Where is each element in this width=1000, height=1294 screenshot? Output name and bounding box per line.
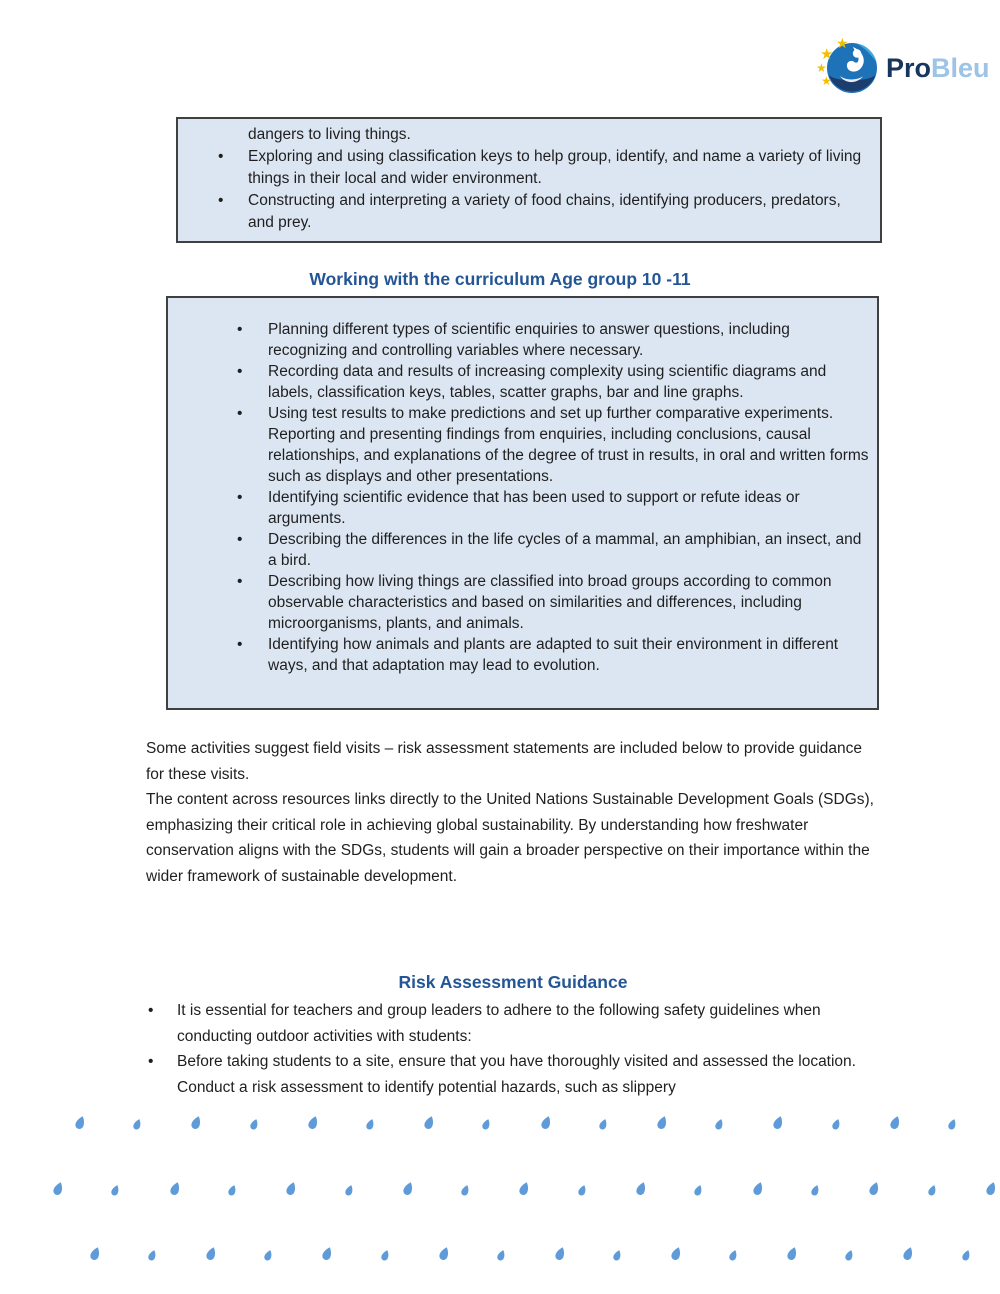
- water-droplet-icon: [694, 1185, 703, 1198]
- list-item-text: Exploring and using classification keys to help group, identify, and name a variety of living things in their local and wider environment.: [248, 148, 862, 187]
- water-droplet-icon: [366, 1119, 375, 1132]
- list-item-text: It is essential for teachers and group leaders to adhere to the following safety guidelines when conducting outdoor activities with students:: [177, 1002, 821, 1045]
- water-droplet-icon: [90, 1247, 101, 1263]
- water-droplet-icon: [613, 1250, 622, 1263]
- water-droplet-icon: [75, 1116, 86, 1132]
- list-item: [146, 998, 898, 1049]
- water-droplet-icon: [439, 1247, 450, 1263]
- bullet-glyph: •: [237, 321, 243, 338]
- water-droplet-icon: [845, 1250, 854, 1263]
- water-droplet-icon: [890, 1116, 901, 1132]
- water-droplet-icon: [671, 1247, 682, 1263]
- risk-bullet-list: [146, 998, 898, 1100]
- star-icon: ★: [836, 35, 849, 51]
- list-item: [178, 190, 880, 234]
- paragraph: Some activities suggest field visits – risk assessment statements are included below to provide guidance for these visits.: [146, 740, 862, 783]
- list-item: [168, 529, 877, 571]
- water-droplet-icon: [832, 1119, 841, 1132]
- list-item: [168, 403, 877, 487]
- water-droplet-icon: [170, 1182, 181, 1198]
- continuation-line: dangers to living things.: [248, 126, 411, 143]
- bullet-glyph: •: [237, 363, 243, 380]
- water-droplet-icon: [424, 1116, 435, 1132]
- list-item-text: Constructing and interpreting a variety of food chains, identifying producers, predators, and prey.: [248, 192, 841, 231]
- probleu-logo-mark: [816, 35, 878, 94]
- water-droplet-icon: [811, 1185, 820, 1198]
- water-droplet-icon: [148, 1250, 157, 1263]
- list-item-text: Recording data and results of increasing complexity using scientific diagrams and labels, classification keys, tables, scatter graphs, bar and line graphs.: [268, 363, 827, 401]
- bullet-glyph: •: [218, 192, 224, 209]
- bullet-glyph: •: [237, 573, 243, 590]
- probleu-logo-text: [886, 53, 990, 84]
- curriculum-box-age-10-11: [166, 296, 879, 710]
- bullet-glyph: •: [237, 489, 243, 506]
- bullet-glyph: •: [148, 1053, 154, 1070]
- water-droplet-icon: [636, 1182, 647, 1198]
- list-item-text: Identifying how animals and plants are adapted to suit their environment in different ways, and that adaptation may lead to evolution.: [268, 636, 839, 674]
- list-item: [168, 487, 877, 529]
- water-droplet-icon: [555, 1247, 566, 1263]
- water-droplet-icon: [787, 1247, 798, 1263]
- bullet-glyph: •: [237, 636, 243, 653]
- list-item: [168, 571, 877, 634]
- probleu-logo: [812, 35, 990, 96]
- water-droplet-icon: [729, 1250, 738, 1263]
- bullet-glyph: •: [148, 1002, 154, 1019]
- logo-text-bleu: Bleu: [931, 52, 990, 83]
- water-droplet-icon: [928, 1185, 937, 1198]
- star-icon: ★: [816, 61, 827, 75]
- water-droplet-icon: [461, 1185, 470, 1198]
- water-droplet-icon: [657, 1116, 668, 1132]
- star-icon: ★: [820, 46, 834, 63]
- water-droplet-icon: [962, 1250, 971, 1263]
- water-droplet-icon: [228, 1185, 237, 1198]
- bullet-glyph: •: [237, 531, 243, 548]
- curriculum-box-age-9-10: [176, 117, 882, 243]
- water-droplet-icon: [264, 1250, 273, 1263]
- bullet-glyph: •: [218, 148, 224, 165]
- droplet-row-0: [0, 1112, 1000, 1132]
- water-droplet-icon: [948, 1119, 957, 1132]
- list-item-text: Before taking students to a site, ensure that you have thoroughly visited and assessed the location. Conduct a risk assessment to identify potential hazards, such as slippery: [177, 1053, 856, 1096]
- paragraph: The content across resources links directly to the United Nations Sustainable Development Goals (SDGs), emphasizing their critical role in achieving global sustainability. By understanding how freshwater conservation aligns with the SDGs, students will gain a broader perspective on their importance within the wider framework of sustainable development.: [146, 791, 874, 885]
- curriculum-bullet-list: [178, 146, 880, 234]
- list-item: [168, 361, 877, 403]
- droplet-row-1: [0, 1178, 1000, 1198]
- list-item: [168, 634, 877, 676]
- water-droplet-icon: [286, 1182, 297, 1198]
- droplet-row-2: [0, 1243, 1000, 1263]
- curriculum-heading: Working with the curriculum Age group 10 -11: [309, 269, 691, 289]
- water-droplet-icon: [308, 1116, 319, 1132]
- water-droplet-icon: [381, 1250, 390, 1263]
- water-droplet-icon: [322, 1247, 333, 1263]
- list-item: [178, 146, 880, 190]
- water-droplet-icon: [53, 1182, 64, 1198]
- risk-assessment-heading: Risk Assessment Guidance: [398, 972, 628, 992]
- water-droplet-icon: [133, 1119, 142, 1132]
- list-item: [146, 1049, 898, 1100]
- list-item: [168, 319, 877, 361]
- list-item-text: Planning different types of scientific enquiries to answer questions, including recognizing and controlling variables where necessary.: [268, 321, 790, 359]
- water-droplet-icon: [903, 1247, 914, 1263]
- bullet-glyph: •: [237, 405, 243, 422]
- water-droplet-icon: [345, 1185, 354, 1198]
- water-droplet-icon: [753, 1182, 764, 1198]
- list-item-text: Describing how living things are classified into broad groups according to common observable characteristics and based on similarities and differences, including microorganisms, plants, and animals.: [268, 573, 832, 632]
- water-droplet-icon: [986, 1182, 997, 1198]
- water-droplet-icon: [869, 1182, 880, 1198]
- water-droplet-icon: [206, 1247, 217, 1263]
- water-swirl-icon: [826, 42, 878, 94]
- water-droplet-icon: [599, 1119, 608, 1132]
- water-droplet-icon: [403, 1182, 414, 1198]
- logo-text-pro: Pro: [886, 52, 932, 83]
- water-droplet-icon: [111, 1185, 120, 1198]
- water-droplet-icon: [482, 1119, 491, 1132]
- list-item-text: Using test results to make predictions and set up further comparative experiments. Reporting and presenting findings from enquiries, including conclusions, causal relationships, and explanations of the degree of trust in results, in oral and written forms such as displays and other presentations.: [268, 405, 869, 485]
- water-droplet-icon: [715, 1119, 724, 1132]
- list-item-text: Describing the differences in the life cycles of a mammal, an amphibian, an insect, and a bird.: [268, 531, 862, 569]
- body-paragraphs: [146, 736, 880, 889]
- water-droplet-icon: [519, 1182, 530, 1198]
- curriculum-bullet-list: [168, 319, 877, 676]
- water-droplet-icon: [773, 1116, 784, 1132]
- water-droplet-icon: [191, 1116, 202, 1132]
- water-droplet-icon: [541, 1116, 552, 1132]
- water-droplet-icon: [578, 1185, 587, 1198]
- water-droplet-icon: [250, 1119, 259, 1132]
- list-item-text: Identifying scientific evidence that has been used to support or refute ideas or arguments.: [268, 489, 800, 527]
- star-icon: ★: [821, 74, 832, 88]
- water-droplet-icon: [497, 1250, 506, 1263]
